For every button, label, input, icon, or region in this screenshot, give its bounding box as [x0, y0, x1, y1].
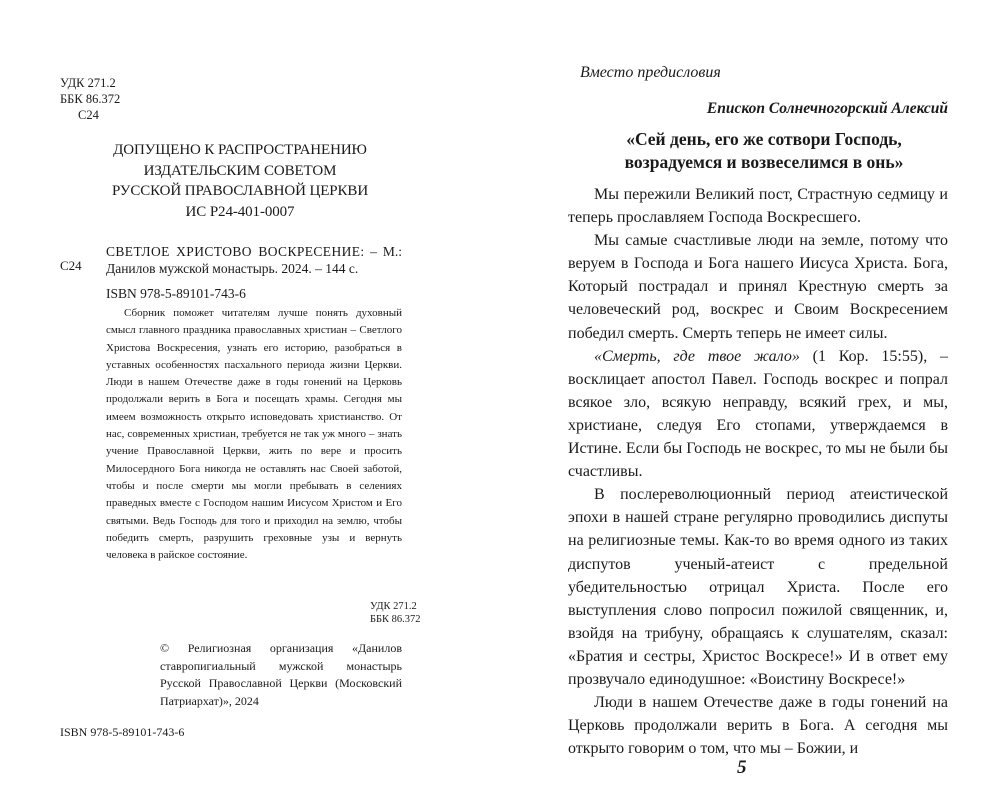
- body-text: [568, 183, 948, 760]
- paragraph: Люди в нашем Отечестве даже в годы гонений на Церковь продолжали верить в Бога. А сегодня мы открыто говорим о том, что мы – Божии, и: [568, 694, 948, 758]
- author-name: Епископ Солнечногорский Алексий: [706, 100, 948, 117]
- page-number: 5: [737, 757, 747, 778]
- approval-number: ИС Р24-401-0007: [185, 203, 295, 220]
- author-mark: С24: [78, 108, 99, 122]
- side-author-mark: С24: [60, 258, 82, 273]
- approval-line: ДОПУЩЕНО К РАСПРОСТРАНЕНИЮ: [113, 142, 367, 158]
- imprint: : – М.: Данилов мужской монастырь. 2024. – 144 с.: [106, 244, 402, 276]
- paragraph: Мы пережили Великий пост, Страстную седмицу и теперь прославляем Господа Воскресшего.: [568, 186, 948, 227]
- bbk-code: ББК 86.372: [370, 614, 421, 625]
- approval-line: РУССКОЙ ПРАВОСЛАВНОЙ ЦЕРКВИ: [111, 183, 369, 199]
- classification-codes: [370, 600, 421, 626]
- paragraph: [568, 345, 948, 484]
- publishing-approval: [90, 140, 390, 222]
- udk-code: УДК 271.2: [370, 601, 417, 612]
- copyright-notice: © Религиозная организация «Данилов ставропигиальный мужской монастырь Русской Православной Церкви (Московский Патриархат)», 2024: [160, 641, 402, 708]
- bibliographic-record: [106, 243, 402, 302]
- paragraph: Мы самые счастливые люди на земле, потому что веруем в Господа и Бога нашего Иисуса Христа. Бога, Который пострадал и принял Крестную смерть за человеческий род, воскрес и Своим Воскресением победил смерть. Смерть теперь не имеет силы.: [568, 232, 948, 342]
- isbn-bottom: ISBN 978-5-89101-743-6: [60, 725, 185, 739]
- paragraph-text: (1 Кор. 15:55), – восклицает апостол Павел. Господь воскрес и попрал всякое зло, всякую неправду, всякий грех, и мы, христиане, следуя Его стопами, утверждаемся в Истине. Если бы Господь не воскрес, то мы не были бы счастливы.: [568, 347, 948, 481]
- biblio-codes: [60, 75, 120, 123]
- isbn: ISBN 978-5-89101-743-6: [106, 286, 246, 301]
- approval-line: ИЗДАТЕЛЬСКИМ СОВЕТОМ: [143, 162, 337, 179]
- bbk-code: ББК 86.372: [60, 92, 121, 106]
- book-title: СВЕТЛОЕ ХРИСТОВО ВОСКРЕСЕНИЕ: [106, 244, 361, 259]
- scripture-quote: «Смерть, где твое жало»: [594, 347, 800, 365]
- epigraph: «Сей день, его же сотвори Господь, возрадуемся и возвеселимся в онь»: [624, 129, 904, 172]
- udk-code: УДК 271.2: [60, 76, 116, 90]
- section-heading: Вместо предисловия: [580, 64, 721, 81]
- paragraph: В послереволюционный период атеистической эпохи в нашей стране регулярно проводились диспуты на религиозные темы. Как-то во время одного из таких диспутов ученый-атеист с предельной убедительностью отрицал Христа. После его выступления слово попросил пожилой священник, и, взойдя на трибуну, обращаясь к слушателям, сказал: «Братия и сестры, Христос Воскресе!» И в ответ ему прозвучало единодушное: «Воистину Воскресе!»: [568, 486, 948, 688]
- annotation: Сборник поможет читателям лучше понять духовный смысл главного праздника православных христиан – Светлого Христова Воскресения, узнать его историю, разобраться в уставных особенностях пасхального периода жизни Церкви. Люди в нашем Отечестве даже в годы гонений на Церковь продолжали верить в Бога и посещать храмы. Сегодня мы имеем возможность открыто исповедовать христианство. От нас, современных христиан, требуется не так уж много – знать учение Православной Церкви, жить по вере и просить Милосердного Бога никогда не оставлять нас Своей заботой, чтобы и после смерти мы могли пребывать в селениях праведных вместе с Господом нашим Иисусом Христом и Его святыми. Ведь Господь для того и приходил на землю, чтобы победить смерть, разрушить греховные узы и вернуть человека в райское состояние.: [106, 307, 402, 562]
- right-page: [500, 0, 1000, 800]
